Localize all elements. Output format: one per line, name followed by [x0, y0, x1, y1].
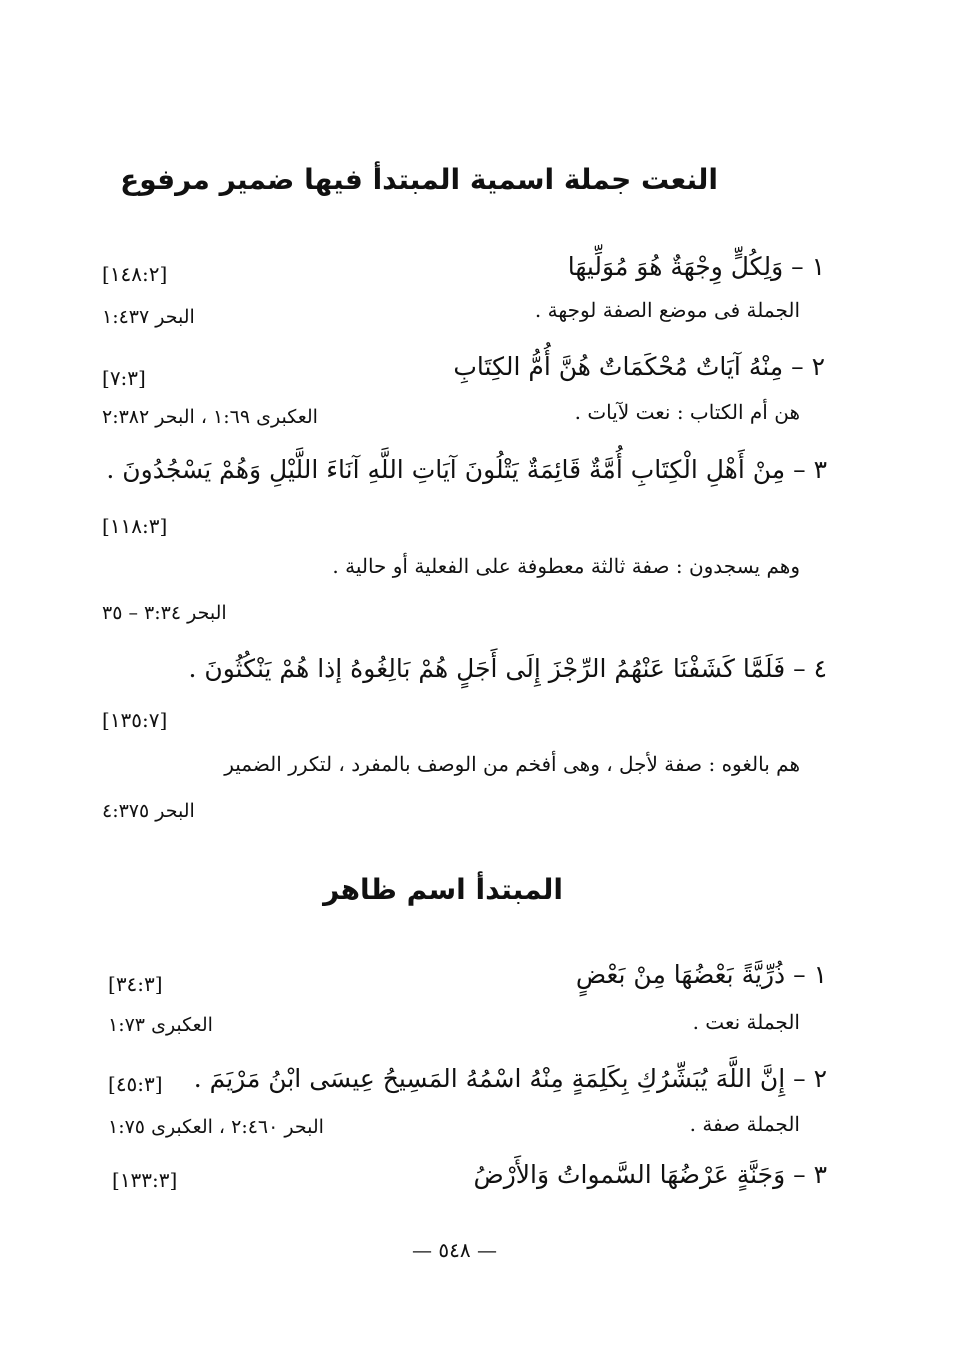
note-line: هن أم الكتاب : نعت لآيات .: [574, 400, 800, 424]
verse-line: ١ – وَلِكُلٍّ وِجْهَةٌ هُوَ مُوَلِّيهَا: [567, 252, 825, 281]
verse-reference: [١٤٨:٢]: [102, 262, 168, 286]
source-citation: العكبرى ١:٦٩ ، البحر ٢:٣٨٢: [102, 406, 318, 428]
verse-line: ٢ – مِنْهُ آيَاتٌ مُحْكَمَاتٌ هُنَّ أُمُّ الكِتَابِ: [453, 352, 825, 381]
note-line: الجملة نعت .: [692, 1010, 800, 1034]
page-number: — ٥٤٨ —: [412, 1238, 497, 1262]
verse-reference: [٤٥:٣]: [108, 1072, 163, 1096]
section-heading-1: النعت جملة اسمية المبتدأ فيها ضمير مرفوع: [120, 163, 718, 196]
verse-line: ٢ – إِنَّ اللَّهَ يُبَشِّرُكِ بِكَلِمَةٍ مِنْهُ اسْمُهُ المَسِيحُ عِيسَى ابْنُ مَرْيَمَ .: [193, 1064, 827, 1093]
note-line: الجملة صفة .: [689, 1112, 800, 1136]
verse-line: ٣ – مِنْ أَهْلِ الْكِتَابِ أُمَّةٌ قَائِمَةٌ يَتْلُونَ آيَاتِ اللَّهِ آنَاءَ اللَّيْلِ وَهُمْ يَسْجُدُونَ .: [106, 455, 827, 484]
note-line: هم بالغوه : صفة لأجل ، وهى أفخم من الوصف بالمفرد ، لتكرر الضمير: [224, 752, 800, 776]
verse-line: ٣ – وَجَنَّةٍ عَرْضُهَا السَّمواتُ وَالأَرْضُ: [473, 1160, 827, 1189]
verse-reference: [١١٨:٣]: [102, 514, 168, 538]
note-line: الجملة فى موضع الصفة لوجهة .: [534, 298, 800, 322]
source-citation: البحر ١:٤٣٧: [102, 306, 195, 328]
source-citation: البحر ٣:٣٤ – ٣٥: [102, 602, 227, 624]
section-heading-2: المبتدأ اسم ظاهر: [323, 873, 563, 906]
verse-line: ٤ – فَلَمَّا كَشَفْنَا عَنْهُمُ الرِّجْزَ إِلَى أَجَلٍ هُمْ بَالِغُوهُ إذا هُمْ يَنْكُثُونَ .: [188, 654, 827, 683]
verse-line: ١ – ذُرِّيَّةً بَعْضُهَا مِنْ بَعْضٍ: [575, 960, 827, 989]
source-citation: البحر ٤:٣٧٥: [102, 800, 195, 822]
source-citation: البحر ٢:٤٦٠ ، العكبرى ١:٧٥: [108, 1116, 324, 1138]
verse-reference: [٣٤:٣]: [108, 972, 163, 996]
verse-reference: [١٣٣:٣]: [112, 1168, 178, 1192]
source-citation: العكبرى ١:٧٣: [108, 1014, 213, 1036]
verse-reference: [٧:٣]: [102, 366, 146, 390]
verse-reference: [١٣٥:٧]: [102, 708, 168, 732]
note-line: وهم يسجدون : صفة ثالثة معطوفة على الفعلية أو حالية .: [332, 554, 800, 578]
